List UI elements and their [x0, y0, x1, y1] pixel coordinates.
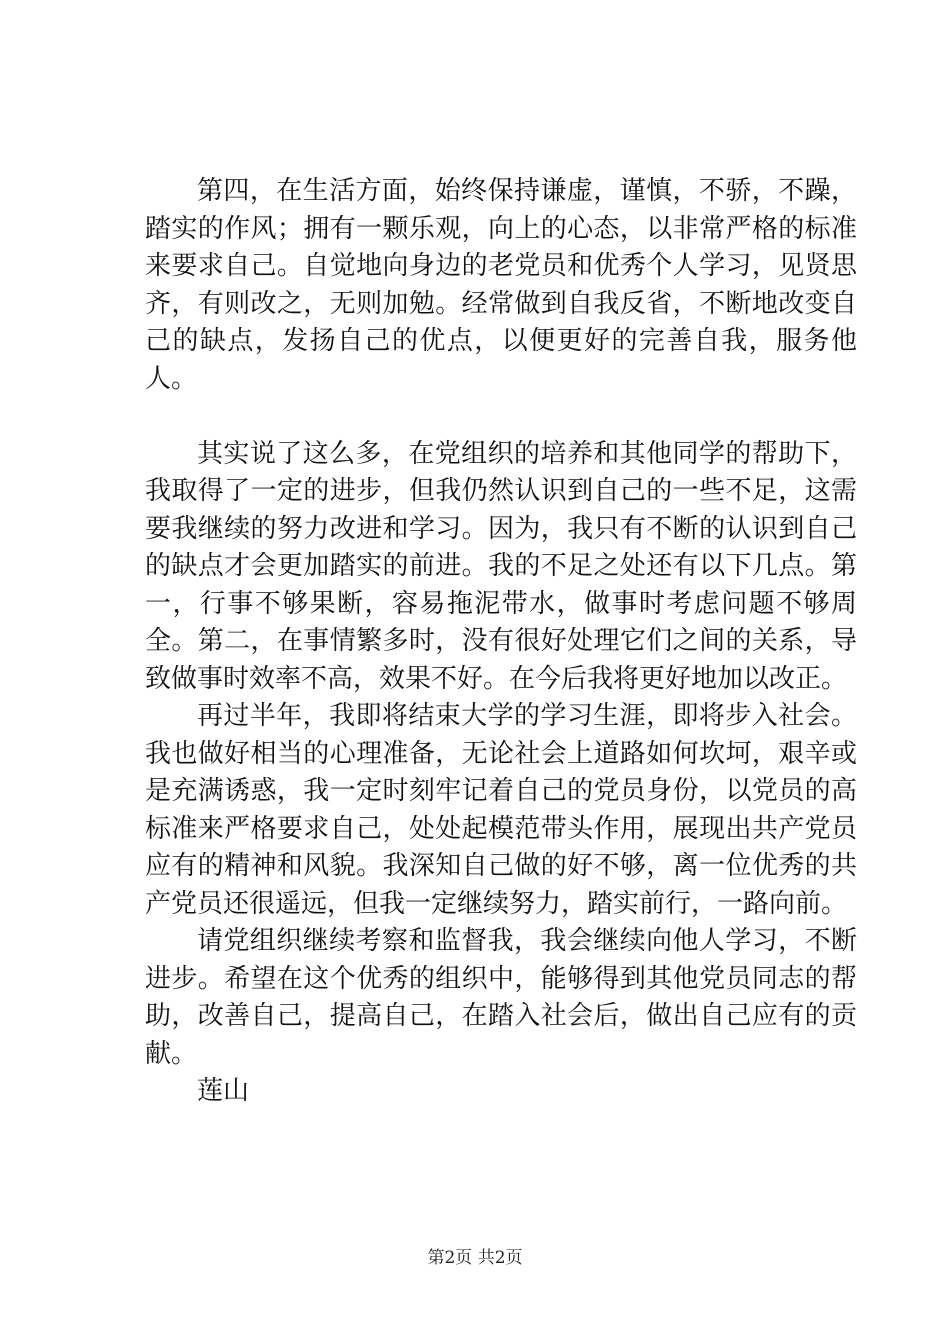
paragraph-spacer [145, 398, 857, 436]
paragraph-request: 请党组织继续考察和监督我，我会继续向他人学习，不断进步。希望在这个优秀的组织中，能够得到其他党员同志的帮助，改善自己，提高自己，在踏入社会后，做出自己应有的贡献。 [145, 926, 857, 1069]
paragraph-signature: 莲山 [197, 1076, 250, 1106]
paragraph-shortcomings: 其实说了这么多，在党组织的培养和其他同学的帮助下，我取得了一定的进步，但我仍然认识到自己的一些不足，这需要我继续的努力改进和学习。因为，我只有不断的认识到自己的缺点才会更加踏实的前进。我的不足之处还有以下几点。第一，行事不够果断，容易拖泥带水，做事时考虑问题不够周全。第二，在事情繁多时，没有很好处理它们之间的关系，导致做事时效率不高，效果不好。在今后我将更好地加以改正。 [145, 438, 857, 694]
paragraph-future-plans: 再过半年，我即将结束大学的学习生涯，即将步入社会。我也做好相当的心理准备，无论社会上道路如何坎坷，艰辛或是充满诱惑，我一定时刻牢记着自己的党员身份，以党员的高标准来严格要求自己，处处起模范带头作用，展现出共产党员应有的精神和风貌。我深知自己做的好不够，离一位优秀的共产党员还很遥远，但我一定继续努力，踏实前行，一路向前。 [145, 701, 857, 919]
page-number-footer: 第2页 共2页 [427, 1248, 523, 1268]
document-body [145, 173, 857, 1111]
paragraph-life-aspect: 第四，在生活方面，始终保持谦虚，谨慎，不骄，不躁，踏实的作风；拥有一颗乐观，向上的心态，以非常严格的标准来要求自己。自觉地向身边的老党员和优秀个人学习，见贤思齐，有则改之，无则加勉。经常做到自我反省，不断地改变自己的缺点，发扬自己的优点，以便更好的完善自我，服务他人。 [145, 176, 857, 394]
